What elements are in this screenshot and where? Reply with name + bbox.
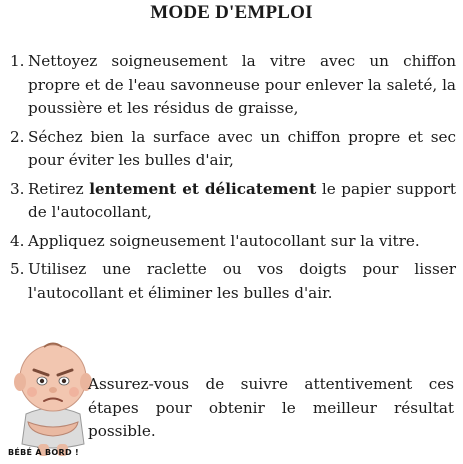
step-text: Nettoyez soigneusement la vitre avec un chiffon propre et de l'eau savonneuse pour enlever la saleté, la poussière et les résidus de graisse,: [28, 52, 456, 117]
step-item: [10, 50, 456, 121]
step-number: 5.: [10, 260, 25, 278]
step-text-end: le papier support de l'autocollant,: [28, 179, 456, 221]
step-number: 2.: [10, 127, 25, 146]
step-number: 3.: [10, 179, 25, 198]
page-title: MODE D'EMPLOI: [150, 2, 313, 23]
step-item: [10, 178, 456, 225]
step-item: [10, 230, 456, 254]
step-item: [10, 126, 456, 173]
step-text: Utilisez une raclette ou vos doigts pour lisser l'autocollant et éliminer les bulles d'air.: [28, 260, 456, 302]
step-number: 1.: [10, 52, 25, 70]
instruction-list: [10, 50, 456, 310]
step-text-start: Retirez: [28, 179, 90, 198]
step-item: [10, 258, 456, 305]
closing-note: Assurez-vous de suivre attentivement ces étapes pour obtenir le meilleur résultat possible.: [88, 375, 454, 440]
step-number: 4.: [10, 231, 25, 250]
step-text: Appliquez soigneusement l'autocollant sur la vitre.: [28, 231, 420, 250]
brand-logo: BÉBÉ À BORD !: [8, 448, 79, 457]
step-text-emphasis: lentement et délicatement: [89, 179, 317, 198]
mascot-head: [20, 345, 86, 411]
step-text: Séchez bien la surface avec un chiffon propre et sec pour éviter les bulles d'air,: [28, 127, 456, 169]
step-text: [28, 178, 456, 225]
